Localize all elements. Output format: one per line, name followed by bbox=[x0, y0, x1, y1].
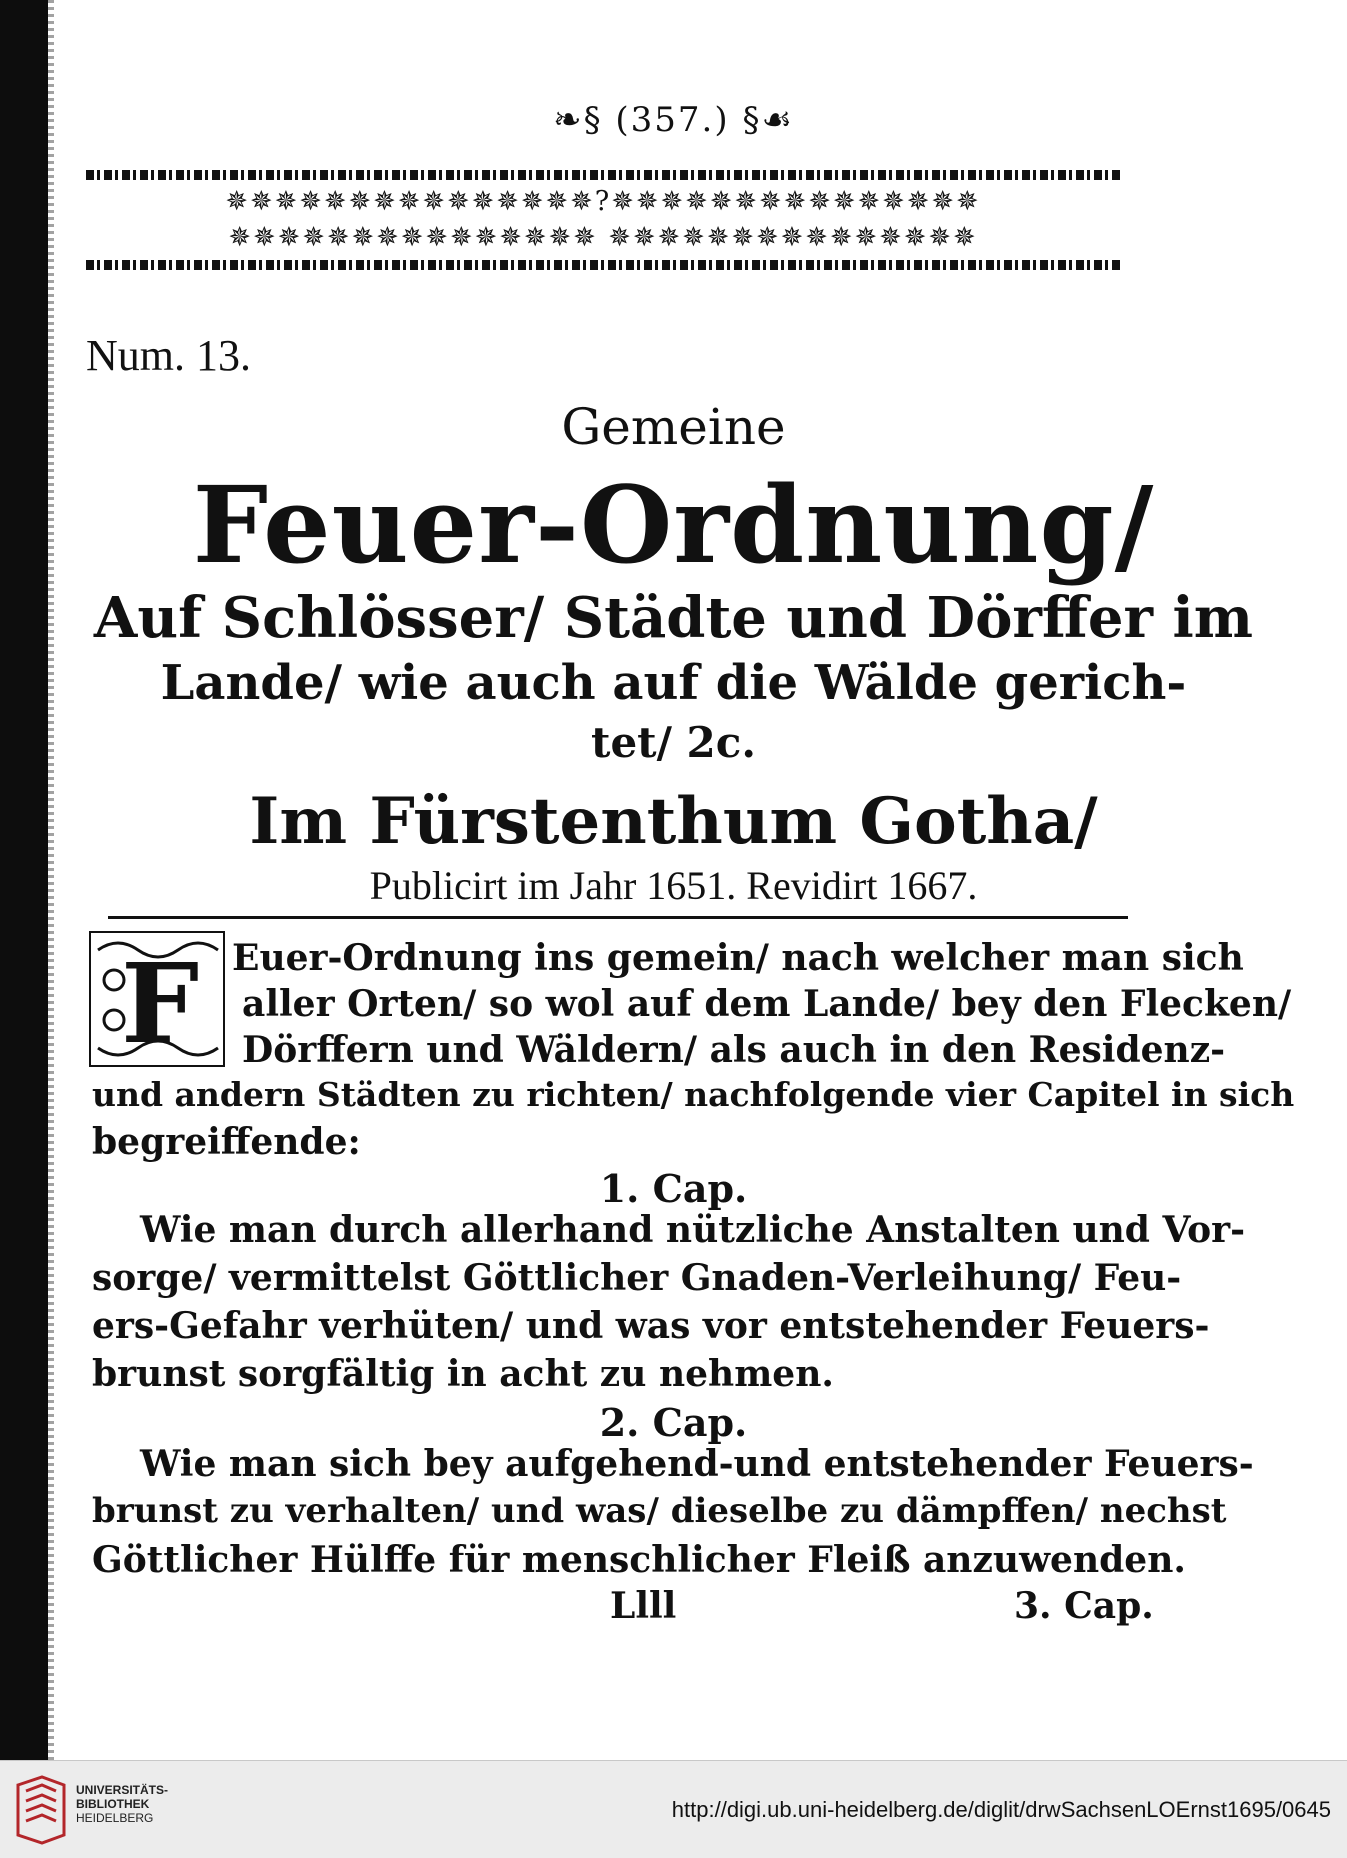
intro-line-1: Euer-Ordnung ins gemein/ nach welcher man sich bbox=[232, 937, 1244, 979]
chapter-2-heading: 2. Cap. bbox=[599, 1400, 748, 1445]
page-number: (357.) bbox=[615, 100, 730, 140]
title-line-4: Lande/ wie auch auf die Wälde gerich- bbox=[160, 655, 1187, 711]
chapter-1-heading: 1. Cap. bbox=[599, 1166, 748, 1211]
chapter-1-line-1: Wie man durch allerhand nützliche Anstalten und Vor- bbox=[140, 1209, 1246, 1251]
library-name bbox=[76, 1783, 168, 1825]
ornament-rule-bottom bbox=[86, 260, 1120, 270]
decorated-initial-icon bbox=[88, 930, 226, 1068]
intro-line-3: Dörffern und Wäldern/ als auch in den Residenz- bbox=[242, 1029, 1226, 1071]
chapter-2-line-1: Wie man sich bey aufgehend-und entstehender Feuers- bbox=[140, 1443, 1254, 1485]
chapter-2-line-3: Göttlicher Hülffe für menschlicher Fleiß anzuwenden. bbox=[92, 1539, 1186, 1581]
signature-mark: Llll bbox=[610, 1585, 677, 1627]
ornament-left-icon: ❧§ bbox=[553, 100, 603, 140]
decorated-initial bbox=[88, 930, 226, 1068]
library-name-line-1: UNIVERSITÄTS- bbox=[76, 1783, 169, 1797]
title-rule bbox=[108, 916, 1128, 919]
title-main: Feuer-Ordnung/ bbox=[192, 462, 1155, 587]
intro-line-4: und andern Städten zu richten/ nachfolgende vier Capitel in sich bbox=[92, 1075, 1295, 1114]
page-number-header bbox=[0, 100, 1347, 140]
permalink-url[interactable]: http://digi.ub.uni-heidelberg.de/diglit/drwSachsenLOErnst1695/0645 bbox=[671, 1797, 1331, 1822]
decorative-ornament-band bbox=[86, 166, 1120, 308]
catchword: 3. Cap. bbox=[1014, 1585, 1154, 1627]
title-line-3: Auf Schlösser/ Städte und Dörffer im bbox=[93, 585, 1254, 651]
library-footer bbox=[0, 1760, 1347, 1858]
ornament-row-2: ✵✵✵✵✵✵✵✵✵✵✵✵✵✵✵ ✵✵✵✵✵✵✵✵✵✵✵✵✵✵✵ bbox=[228, 222, 978, 253]
library-logo-icon[interactable] bbox=[14, 1775, 68, 1845]
ornament-right-icon: §☙ bbox=[742, 100, 794, 140]
publication-line: Publicirt im Jahr 1651. Revidirt 1667. bbox=[369, 863, 978, 908]
library-name-line-2: BIBLIOTHEK bbox=[76, 1797, 150, 1811]
title-line-5: tet/ 2c. bbox=[591, 718, 756, 767]
intro-line-5: begreiffende: bbox=[92, 1121, 361, 1163]
chapter-1-line-3: ers-Gefahr verhüten/ und was vor entstehender Feuers- bbox=[92, 1305, 1210, 1347]
intro-line-2: aller Orten/ so wol auf dem Lande/ bey den Flecken/ bbox=[242, 983, 1292, 1025]
document-number: Num. 13. bbox=[86, 331, 251, 380]
ornament-row-1: ✵✵✵✵✵✵✵✵✵✵✵✵✵✵✵?✵✵✵✵✵✵✵✵✵✵✵✵✵✵✵ bbox=[225, 186, 981, 217]
library-name-line-3: HEIDELBERG bbox=[76, 1811, 154, 1825]
title-line-1: Gemeine bbox=[561, 398, 786, 456]
chapter-1-line-2: sorge/ vermittelst Göttlicher Gnaden-Verleihung/ Feu- bbox=[92, 1257, 1182, 1299]
ornament-rule-top bbox=[86, 170, 1120, 180]
chapter-2-line-2: brunst zu verhalten/ und was/ dieselbe zu dämpffen/ nechst bbox=[92, 1491, 1227, 1531]
chapter-1-line-4: brunst sorgfältig in acht zu nehmen. bbox=[92, 1353, 834, 1395]
initial-letter: F bbox=[120, 939, 200, 1068]
title-line-6: Im Fürstenthum Gotha/ bbox=[249, 784, 1098, 859]
